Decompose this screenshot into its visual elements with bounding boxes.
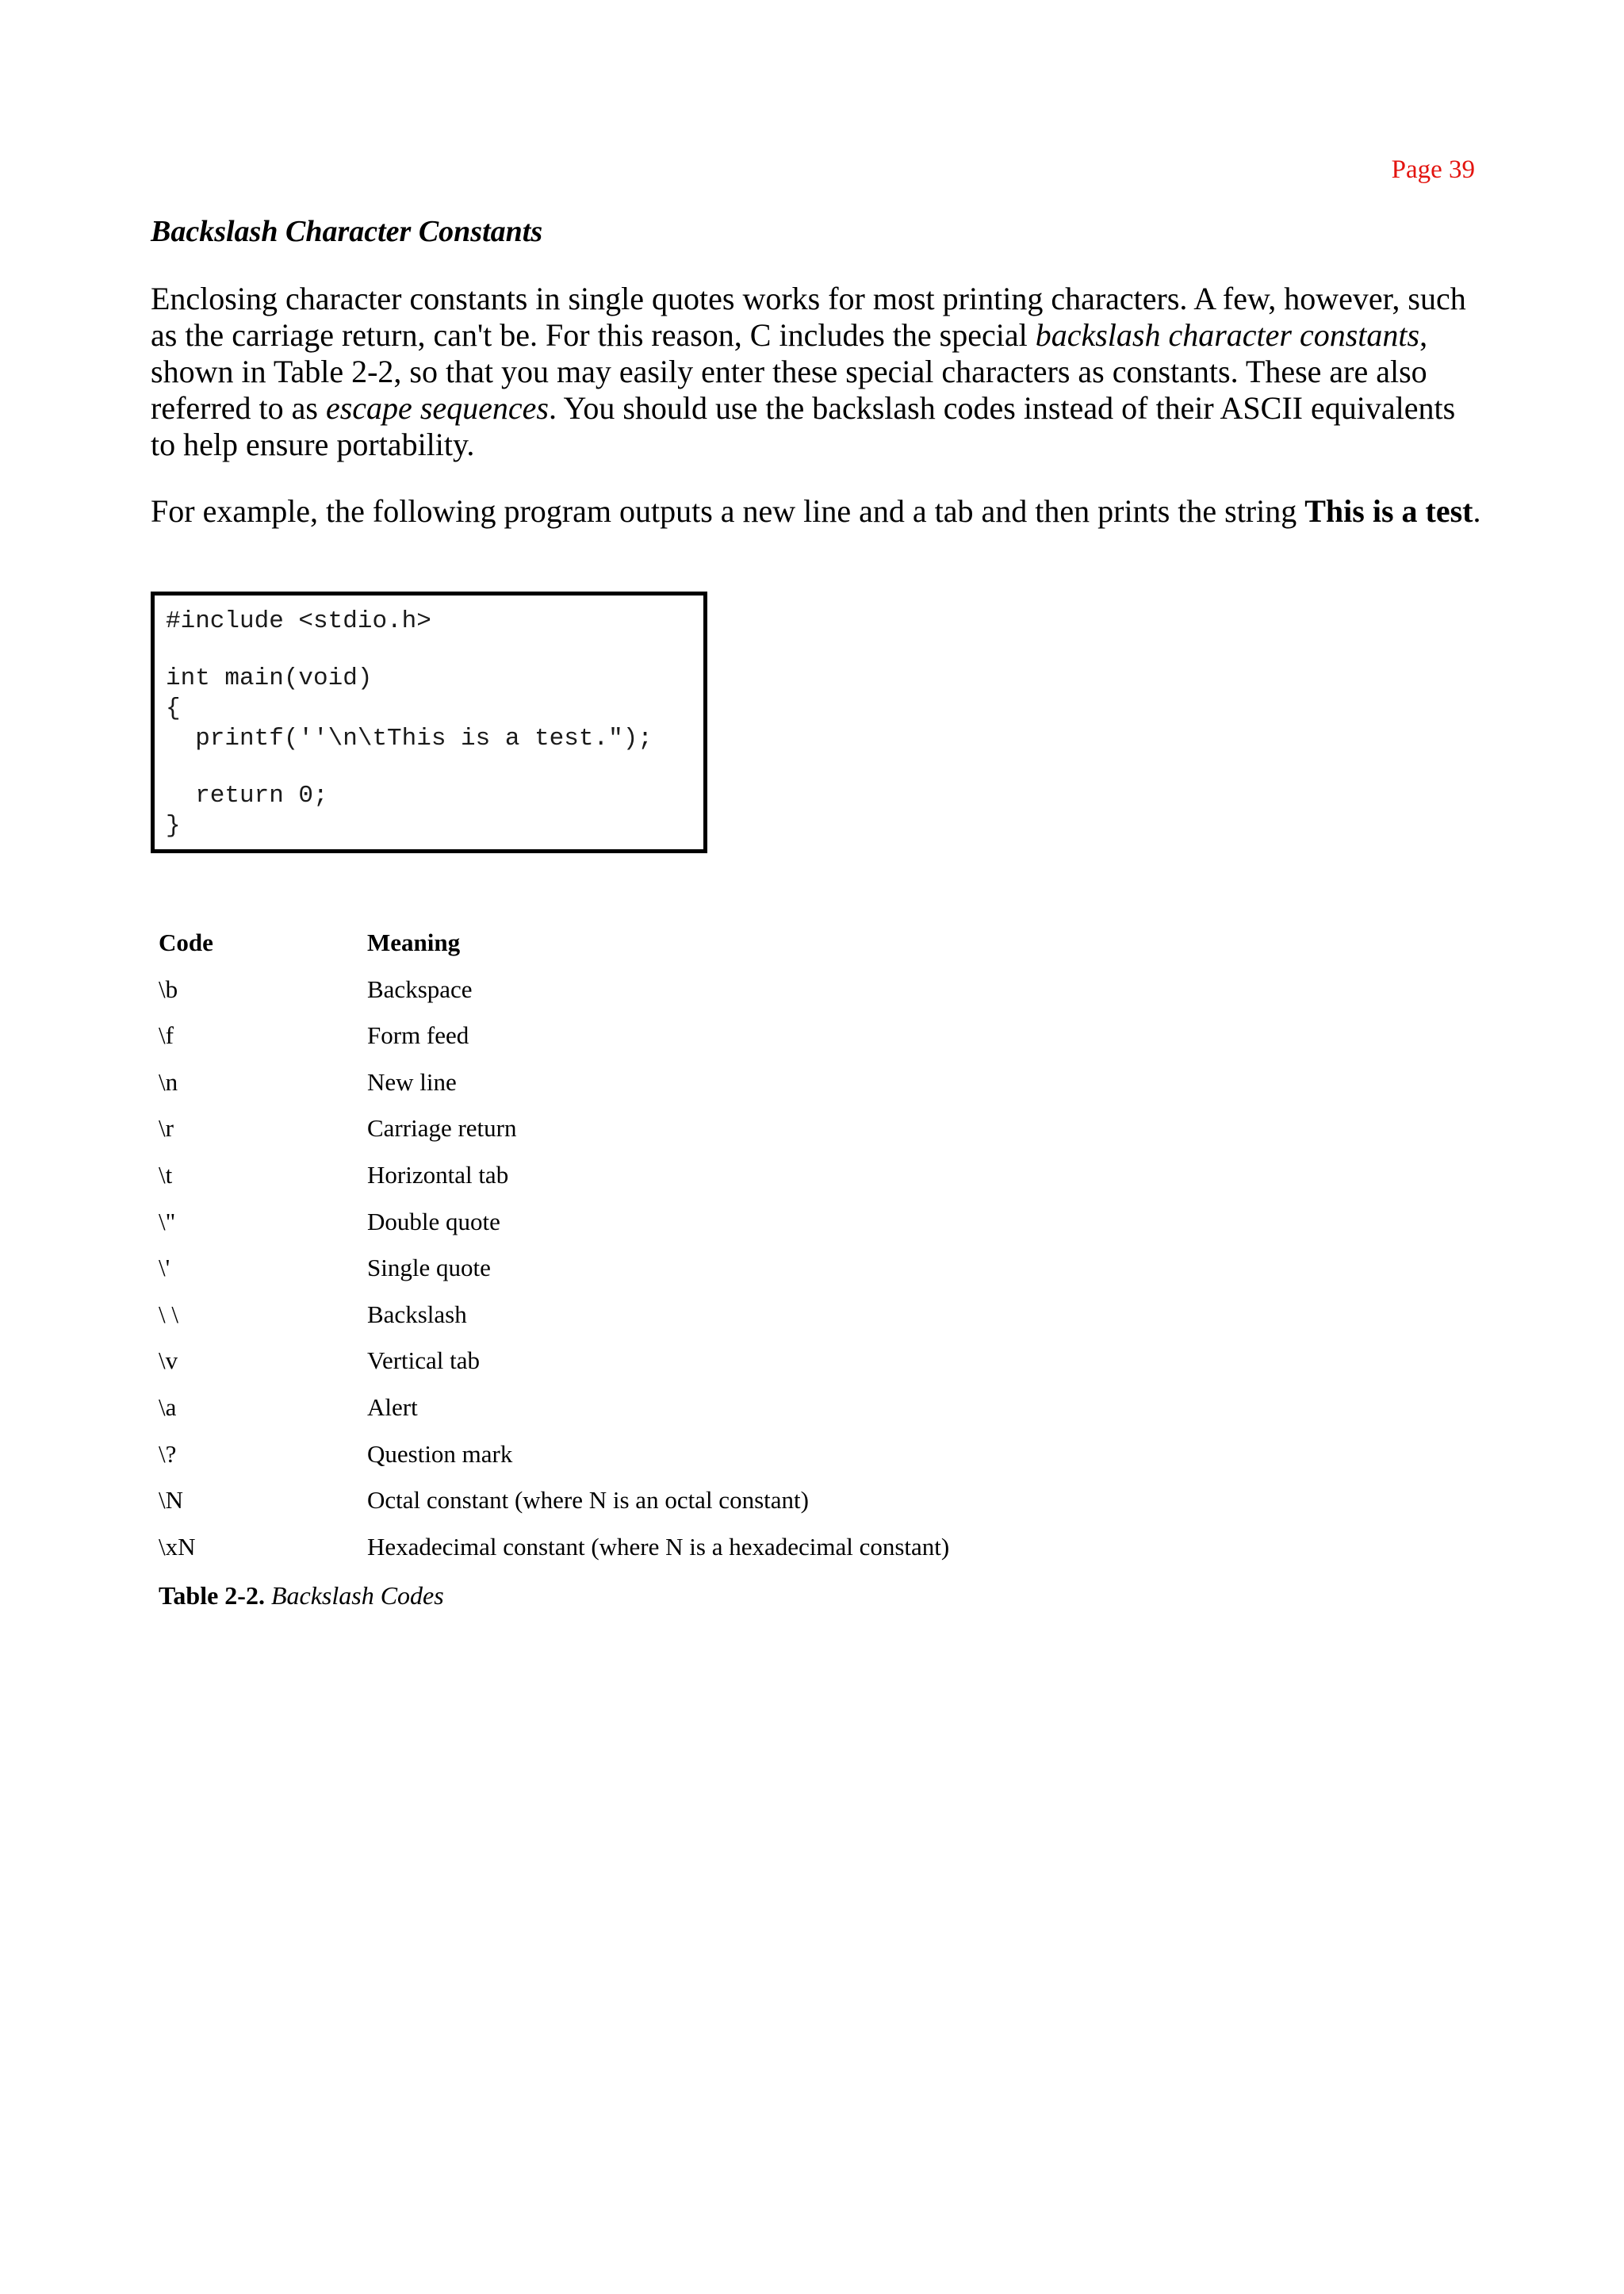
table-row — [159, 975, 1110, 1021]
caption-label: Table 2-2. — [159, 1581, 265, 1610]
page-number: Page 39 — [1391, 155, 1475, 184]
table-row — [159, 1439, 1110, 1486]
example-string: This is a test — [1304, 493, 1473, 529]
table-row — [159, 1300, 1110, 1346]
code-cell: \t — [159, 1160, 173, 1189]
table-row — [159, 1346, 1110, 1392]
paragraph-text: . — [1473, 493, 1481, 529]
term-backslash-character-constants: backslash character constants — [1035, 317, 1420, 353]
code-cell: \' — [159, 1254, 170, 1282]
meaning-cell: Vertical tab — [367, 1346, 481, 1375]
paragraph-text: . You should use the backslash codes instead of their ASCII equivalents to help ensure portability. — [151, 390, 1456, 462]
table-row — [159, 1160, 1110, 1207]
caption-title: Backslash Codes — [270, 1581, 444, 1610]
code-cell: \N — [159, 1486, 183, 1515]
meaning-cell: Alert — [367, 1392, 418, 1421]
code-line: } — [166, 812, 181, 840]
table-row — [159, 1532, 1110, 1579]
code-listing — [151, 592, 707, 853]
section-heading: Backslash Character Constants — [151, 215, 543, 248]
code-cell: \v — [159, 1346, 178, 1375]
code-cell: \" — [159, 1207, 176, 1235]
intro-paragraph — [151, 281, 1483, 463]
table-row — [159, 1067, 1110, 1114]
code-cell: \f — [159, 1021, 174, 1050]
code-line: int main(void) — [166, 664, 373, 692]
table-row — [159, 1113, 1110, 1160]
meaning-cell: Horizontal tab — [367, 1160, 509, 1189]
table-row — [159, 1392, 1110, 1439]
term-escape-sequences: escape sequences — [325, 390, 549, 426]
table-caption — [159, 1580, 444, 1610]
code-cell: \? — [159, 1439, 177, 1468]
meaning-cell: Double quote — [367, 1207, 500, 1235]
code-cell: \ \ — [159, 1300, 178, 1328]
meaning-cell: Carriage return — [367, 1114, 517, 1143]
paragraph-text: , shown in Table 2-2, so that you may easily enter these special characters as constants. These are also referred to as — [151, 317, 1428, 426]
column-header-code: Code — [159, 929, 213, 956]
table-row — [159, 1021, 1110, 1067]
code-cell: \n — [159, 1067, 178, 1096]
code-line: #include <stdio.h> — [166, 607, 431, 635]
meaning-cell: Octal constant (where N is an octal constant) — [367, 1486, 809, 1515]
code-cell: \a — [159, 1392, 177, 1421]
meaning-cell: Backspace — [367, 975, 473, 1003]
code-line: return 0; — [166, 782, 328, 810]
meaning-cell: Question mark — [367, 1439, 513, 1468]
column-header-meaning: Meaning — [367, 929, 461, 956]
example-paragraph — [151, 493, 1483, 530]
code-blank-line — [166, 754, 703, 781]
code-cell: \b — [159, 975, 178, 1003]
code-cell: \xN — [159, 1532, 196, 1561]
backslash-codes-table — [159, 928, 1110, 1578]
meaning-cell: Hexadecimal constant (where N is a hexadecimal constant) — [367, 1532, 950, 1561]
code-line: { — [166, 695, 181, 722]
table-row — [159, 1253, 1110, 1300]
paragraph-text: For example, the following program outputs a new line and a tab and then prints the string — [151, 493, 1305, 529]
meaning-cell: New line — [367, 1067, 457, 1096]
meaning-cell: Backslash — [367, 1300, 467, 1328]
meaning-cell: Single quote — [367, 1254, 491, 1282]
table-row — [159, 1207, 1110, 1254]
table-header-row — [159, 928, 1110, 975]
meaning-cell: Form feed — [367, 1021, 469, 1050]
code-cell: \r — [159, 1114, 174, 1143]
paragraph-text: Enclosing character constants in single quotes works for most printing characters. A few, however, such as the carriage return, can't be. For this reason, C includes the special — [151, 281, 1466, 353]
table-row — [159, 1485, 1110, 1532]
code-blank-line — [166, 637, 703, 664]
code-line: printf(''\n\tThis is a test."); — [166, 725, 653, 753]
